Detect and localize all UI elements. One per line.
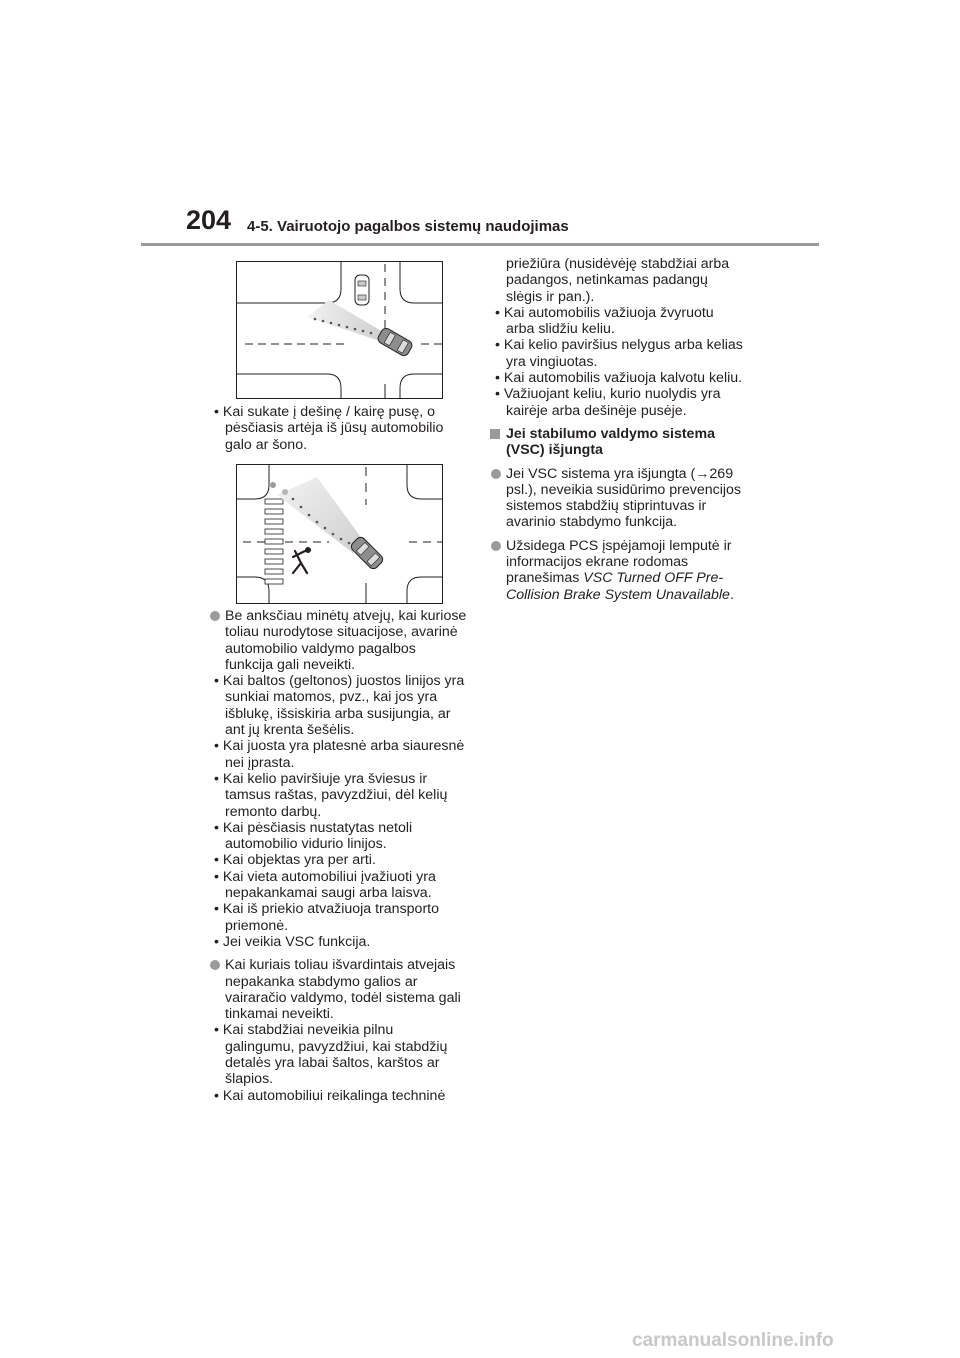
list-item-text: ant jų krenta šešėlis.: [225, 722, 355, 739]
list-item: [489, 466, 754, 531]
list-item: • Kai juosta yra platesnė arba siauresnė: [208, 738, 470, 754]
list-item-text: nepakanka stabdymo galios ar: [225, 973, 418, 990]
list-item-text: pėsčiasis artėja iš jūsų automobilio: [225, 420, 444, 437]
list-item-text: priežiūra (nusidėvėję stabdžiai arba: [506, 256, 730, 272]
list-item-text: pranešimas VSC Turned OFF Pre-: [506, 570, 724, 587]
list-item: • Kai kelio paviršius nelygus arba kelias: [489, 337, 754, 353]
message-text: VSC Turned OFF Pre-: [583, 570, 724, 587]
section-title: 4-5. Vairuotojo pagalbos sistemų naudojimas: [247, 218, 569, 235]
list-item-text: avarinio stabdymo funkcija.: [506, 514, 678, 531]
list-item: [208, 608, 470, 673]
list-item-text: nei įprasta.: [225, 754, 295, 771]
bullet-square-icon: [490, 429, 500, 439]
bullet-circle-icon: [210, 611, 220, 621]
list-item-text: automobilio vidurio linijos.: [225, 836, 387, 853]
list-item-text: padangos, netinkamas padangų: [506, 272, 708, 289]
list-item-text: šlapios.: [225, 1071, 274, 1088]
section-heading: [489, 426, 754, 459]
list-item: • Kai baltos (geltonos) juostos linijos yra: [208, 673, 470, 689]
list-item-text: galo ar šono.: [225, 436, 308, 453]
list-item-text: psl.), neveikia susidūrimo prevencijos: [506, 481, 741, 498]
list-item: • Važiuojant keliu, kurio nuolydis yra: [489, 386, 754, 402]
list-item-text: tamsus raštas, pavyzdžiui, dėl kelių: [225, 787, 448, 804]
list-item-text: slėgis ir pan.).: [506, 288, 595, 305]
list-item-text: galingumu, pavyzdžiui, kai stabdžių: [225, 1038, 448, 1055]
list-item-text: išblukę, išsiskiria arba susijungia, ar: [225, 705, 451, 722]
list-item-text: priemonė.: [225, 917, 289, 934]
list-item-text: vairaračio valdymo, todėl sistema gali: [225, 989, 461, 1006]
list-item: • Kai stabdžiai neveikia pilnu: [208, 1022, 470, 1038]
list-item-text: automobilio valdymo pagalbos: [225, 640, 416, 657]
list-item-text: detalės yra labai šaltos, karštos ar: [225, 1055, 440, 1072]
list-item-text: sistemos stabdžių stiprintuvas ir: [506, 498, 707, 515]
list-item: • Kai sukate į dešinę / kairę pusę, o: [208, 404, 470, 420]
list-item-text: Collision Brake System Unavailable.: [506, 586, 734, 603]
list-item-text: Užsidega PCS įspėjamoji lemputė ir: [506, 537, 732, 554]
list-item-text: Jei VSC sistema yra išjungta (→269: [506, 465, 734, 482]
right-column-content: [489, 256, 754, 603]
list-item: • Jei veikia VSC funkcija.: [208, 934, 470, 950]
list-item-text: Kai kuriais toliau išvardintais atvejais: [225, 957, 456, 974]
header-rule: [141, 243, 819, 246]
page-number: 204: [186, 205, 232, 235]
list-item-text: yra vingiuotas.: [506, 353, 598, 370]
list-item: • Kai automobiliui reikalinga techninė: [208, 1088, 470, 1104]
illustration-turning-intersection: [236, 261, 443, 399]
fig1-caption: [208, 404, 470, 453]
bullet-circle-icon: [491, 469, 501, 479]
list-item: • Kai kelio paviršiuje yra šviesus ir: [208, 771, 470, 787]
bullet-circle-icon: [210, 960, 220, 970]
list-item-text: arba slidžiu keliu.: [506, 321, 615, 338]
list-item: [208, 957, 470, 1022]
watermark: carmanualsonline.info: [632, 1330, 834, 1351]
list-item-text: tinkamai neveikti.: [225, 1006, 334, 1023]
message-text: Collision Brake System Unavailable: [506, 586, 730, 603]
list-item-text: Be anksčiau minėtų atvejų, kai kuriose: [225, 608, 467, 624]
list-item: [489, 538, 754, 603]
list-item-text: funkcija gali neveikti.: [225, 656, 356, 673]
list-item-text: informacijos ekrane rodomas: [506, 554, 689, 571]
list-item-text: sunkiai matomos, pvz., kai jos yra: [225, 689, 438, 706]
list-item: • Kai pėsčiasis nustatytas netoli: [208, 820, 470, 836]
list-item: • Kai automobilis važiuoja žvyruotu: [489, 305, 754, 321]
list-item-text: kairėje arba dešinėje pusėje.: [506, 402, 687, 419]
heading-text: (VSC) išjungta: [506, 442, 603, 459]
list-item: • Kai vieta automobiliui įvažiuoti yra: [208, 869, 470, 885]
list-item: • Kai iš priekio atvažiuoja transporto: [208, 901, 470, 917]
list-item-text: toliau nurodytose situacijose, avarinė: [225, 624, 458, 641]
list-item: • Kai automobilis važiuoja kalvotu keliu.: [489, 370, 754, 386]
list-item-text: remonto darbų.: [225, 803, 322, 820]
left-column-content: [208, 608, 470, 1104]
bullet-circle-icon: [491, 541, 501, 551]
list-item-text: nepakankamai saugi arba laisva.: [225, 885, 432, 902]
list-item: • Kai objektas yra per arti.: [208, 852, 470, 868]
heading-text: Jei stabilumo valdymo sistema: [506, 425, 715, 442]
illustration-pedestrian-crosswalk: [236, 464, 443, 604]
